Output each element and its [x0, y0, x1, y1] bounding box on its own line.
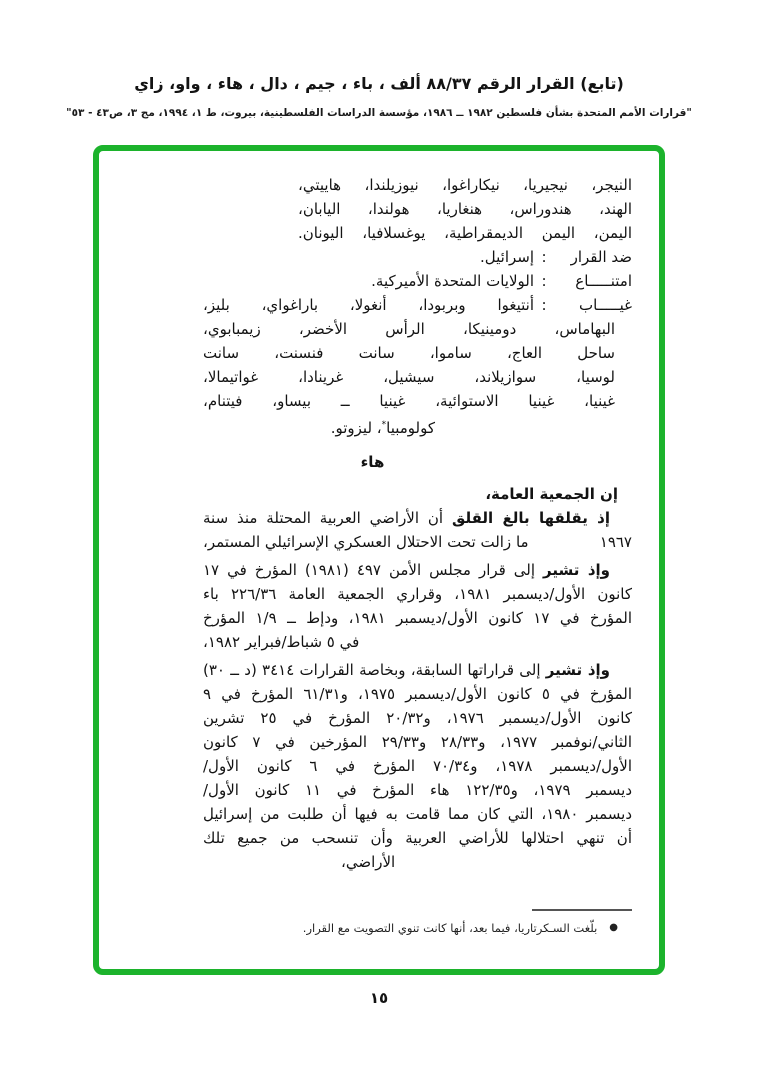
footnote-line [127, 920, 632, 936]
vote-absent-colon: : [541, 296, 547, 314]
preamble-paragraph-1 [203, 506, 632, 554]
vote-against-row [203, 245, 632, 269]
vote-absent-first-line: أنتيغوا وبربودا، أنغولا، باراغواي، بليز، [203, 296, 534, 314]
page-number: ١٥ [369, 989, 389, 1007]
preamble-intro: إن الجمعية العامة، [485, 485, 618, 503]
vote-absent-row [203, 293, 632, 317]
text-line: ساحل العاج، ساموا، سانت فنسنت، سانت [203, 344, 615, 362]
document-body [99, 151, 659, 969]
vote-absent-label: غيـــــاب [578, 296, 632, 314]
text-line: الثاني/نوفمبر ١٩٧٧، و٢٨/٣٣ و٢٩/٣٣ المؤرخين في ٧ كانون [203, 733, 632, 751]
vote-abstain-label: امتنـــــاع [575, 272, 632, 290]
text-line: اليمن، اليمن الديمقراطية، يوغسلافيا، اليونان. [298, 224, 632, 242]
paragraph-lead-bold: إذ يقلقها بالغ القلق [451, 509, 610, 527]
page-title: (تابع) القرار الرقم ٨٨/٣٧ ألف ، باء ، جيم ، دال ، هاء ، واو، زاي [134, 74, 624, 93]
countries-continuation [298, 173, 632, 245]
paragraph-lead-bold: وإذ تشير [545, 661, 610, 679]
paragraph-middle-lines [203, 682, 632, 850]
absent-last-tail: ، ليزوتو. [330, 419, 382, 437]
paragraph-lead-bold: وإذ تشير [543, 561, 610, 579]
vote-against-value: إسرائيل. [479, 248, 534, 266]
footnote-divider [532, 909, 632, 911]
section-heading-ha: هاء [360, 453, 385, 471]
source-citation: "قرارات الأمم المتحدة بشأن فلسطين ١٩٨٢ ــ ١٩٨٦، مؤسسة الدراسات الفلسطينية، بيروت، ط ١، ١٩٩٤، مج ٣، ص٤٣ - ٥٣" [66, 107, 692, 119]
text-line: الهند، هندوراس، هنغاريا، هولندا، اليابان، [298, 200, 632, 218]
vote-absent-last-line [203, 413, 632, 437]
absent-last-text: كولومبيا [386, 419, 435, 437]
vote-abstain-value: الولايات المتحدة الأميركية. [371, 272, 534, 290]
vote-abstain-colon: : [541, 272, 547, 290]
paragraph-first-rest: إلى قرار مجلس الأمن ٤٩٧ (١٩٨١) المؤرخ في ١٧ [203, 561, 544, 579]
preamble-paragraph-2 [203, 558, 632, 654]
paragraph-last-line: الأراضي، [341, 853, 396, 871]
paragraph-first-rest: إلى قراراتها السابقة، وبخاصة القرارات ٣٤١٤ (د ــ ٣٠) [203, 661, 546, 679]
footnote-text: بلّغت السـكرتاريا، فيما بعد، أنها كانت تنوي التصويت مع القرار. [302, 921, 598, 935]
footnote-bullet: ● [609, 922, 618, 933]
text-line: أن تنهي احتلالها للأراضي العربية وأن تنسحب من جميع تلك [203, 829, 632, 847]
paragraph-middle-lines [203, 582, 632, 630]
footnote-marker-asterisk: * [381, 420, 387, 430]
vote-absent-continuation [203, 317, 615, 413]
text-line: كانون الأول/ديسمبر ١٩٨١، وقراري الجمعية العامة ٢٢٦/٣٦ باء [203, 585, 632, 603]
footnote [127, 909, 632, 936]
paragraph-first-line [203, 658, 632, 682]
text-line: النيجر، نيجيريا، نيكاراغوا، نيوزيلندا، هاييتي، [298, 176, 632, 194]
vote-against-label: ضد القرار [570, 248, 632, 266]
text-line: غينيا، غينيا الاستوائية، غينيا ــ بيساو، فيتنام، [203, 392, 615, 410]
vote-against-colon: : [541, 248, 547, 266]
paragraph-first-rest: أن الأراضي العربية المحتلة منذ سنة ١٩٦٧ [203, 509, 632, 551]
paragraph-last-line: في ٥ شباط/فبراير ١٩٨٢، [203, 633, 360, 651]
text-line: المؤرخ في ٥ كانون الأول/ديسمبر ١٩٧٥، و٦١/٣١ المؤرخ في ٩ [203, 685, 633, 703]
text-line: ديسمبر ١٩٨٠، التي كان مما قامت به فيها أن طلبت من إسرائيل [203, 805, 632, 823]
text-line: ديسمبر ١٩٧٩، و١٢٢/٣٥ هاء المؤرخ في ١١ كانون الأول/ [203, 781, 633, 799]
paragraph-last-line: ما زالت تحت الاحتلال العسكري الإسرائيلي المستمر، [203, 533, 529, 551]
text-line: المؤرخ في ١٧ كانون الأول/ديسمبر ١٩٨١، ودإط ــ ١/٩ المؤرخ [203, 609, 632, 627]
vote-abstain-row [203, 269, 632, 293]
text-line: البهاماس، دومينيكا، الرأس الأخضر، زيمبابوي، [203, 320, 615, 338]
document-frame [93, 145, 665, 975]
text-line: الأول/ديسمبر ١٩٧٨، و٧٠/٣٤ المؤرخ في ٦ كانون الأول/ [203, 757, 632, 775]
paragraph-first-line [203, 558, 632, 582]
text-line: لوسيا، سوازيلاند، سيشيل، غرينادا، غواتيمالا، [203, 368, 615, 386]
text-line: كانون الأول/ديسمبر ١٩٧٦، و٢٠/٣٢ المؤرخ في ٢٥ تشرين [203, 709, 632, 727]
preamble-paragraph-3 [203, 658, 632, 874]
